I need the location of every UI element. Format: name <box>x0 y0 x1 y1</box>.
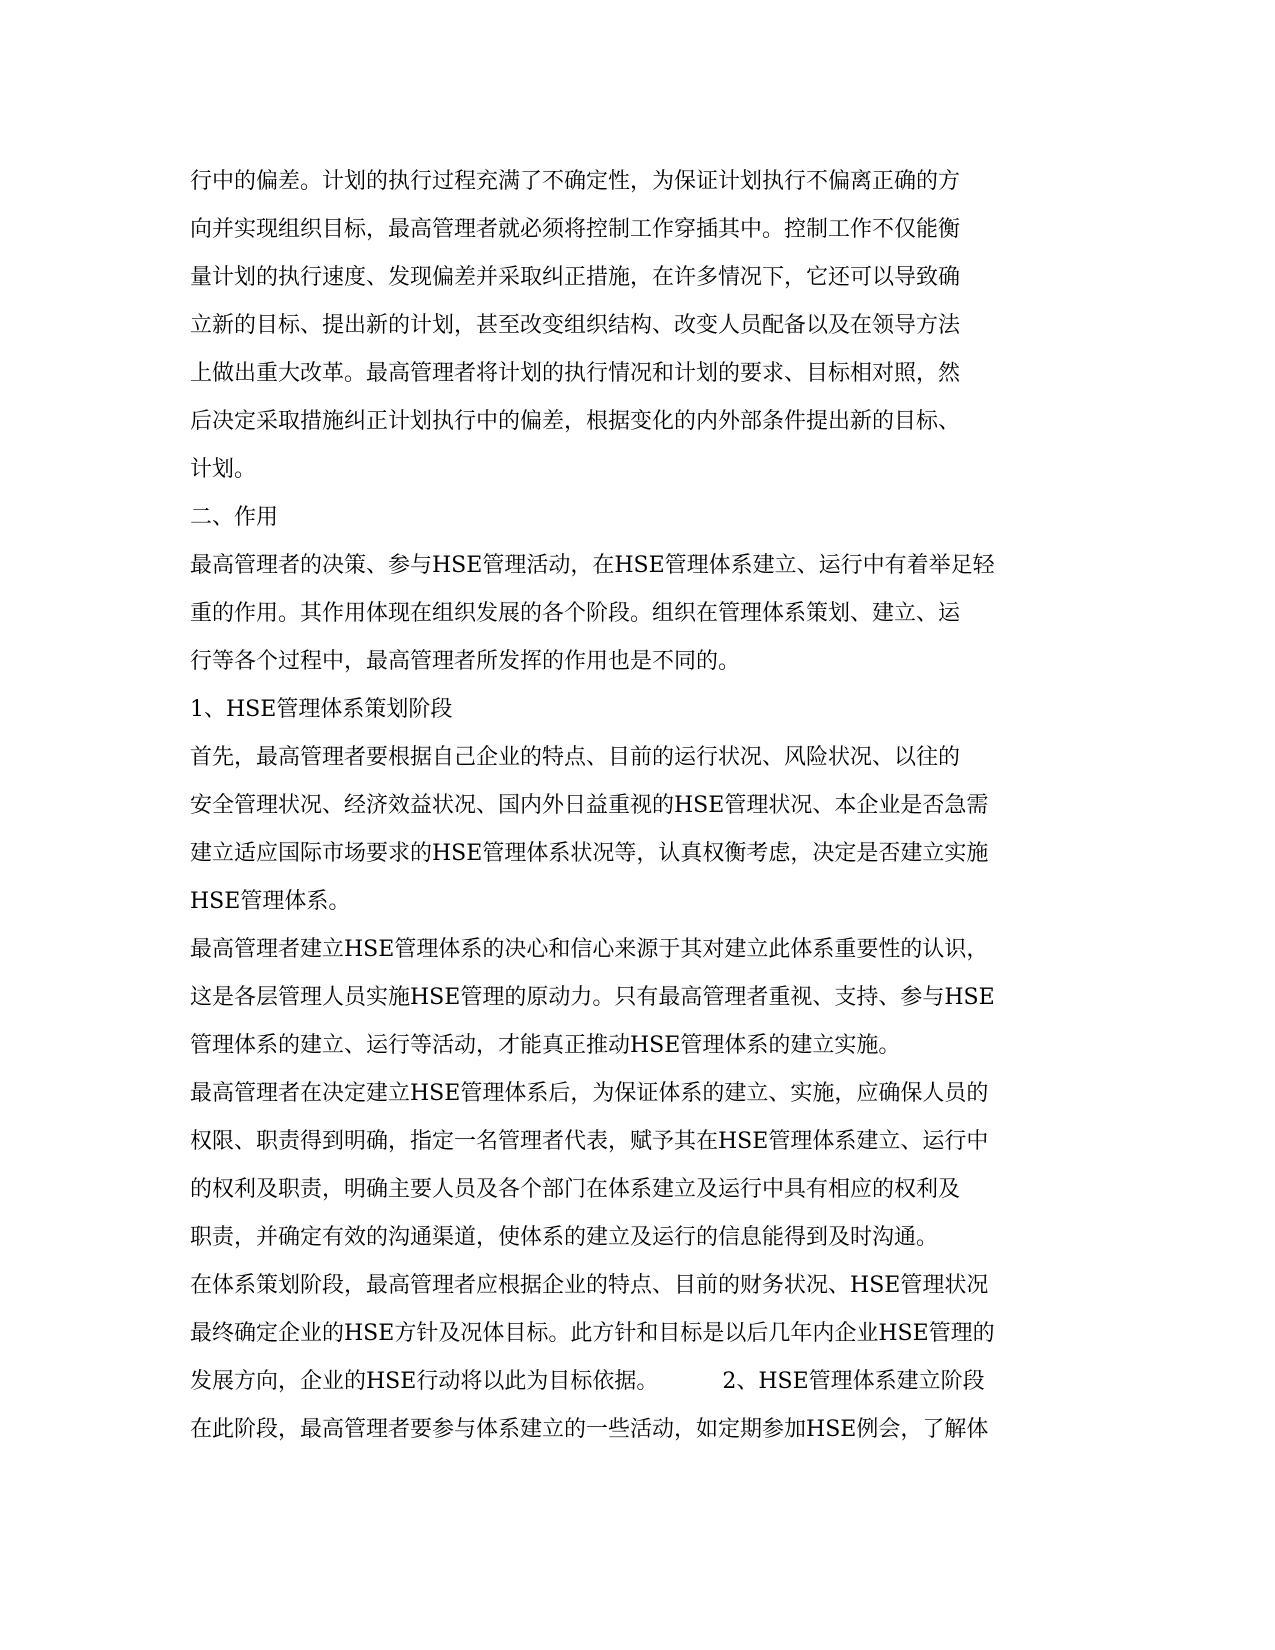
text-line: 管理体系的建立、运行等活动，才能真正推动HSE管理体系的建立实施。 <box>190 1033 901 1058</box>
subsection-heading: 2、HSE管理体系建立阶段 <box>722 1369 985 1394</box>
text-line: 首先，最高管理者要根据自己企业的特点、目前的运行状况、风险状况、以往的 <box>190 745 961 770</box>
text-line: 最高管理者在决定建立HSE管理体系后，为保证体系的建立、实施，应确保人员的 <box>190 1081 989 1106</box>
text-line: 安全管理状况、经济效益状况、国内外日益重视的HSE管理状况、本企业是否急需 <box>190 793 989 818</box>
text-line: 建立适应国际市场要求的HSE管理体系状况等，认真权衡考虑，决定是否建立实施 <box>190 841 989 866</box>
text-line: 向并实现组织目标，最高管理者就必须将控制工作穿插其中。控制工作不仅能衡 <box>190 217 961 242</box>
text-line: 计划。 <box>190 457 257 482</box>
text-line: 在体系策划阶段，最高管理者应根据企业的特点、目前的财务状况、HSE管理状况 <box>190 1273 989 1298</box>
text-line: 行中的偏差。计划的执行过程充满了不确定性，为保证计划执行不偏离正确的方 <box>190 169 961 194</box>
document-body <box>190 158 1070 1454</box>
text-line: 在此阶段，最高管理者要参与体系建立的一些活动，如定期参加HSE例会，了解体 <box>190 1417 989 1442</box>
text-line: 立新的目标、提出新的计划，甚至改变组织结构、改变人员配备以及在领导方法 <box>190 313 961 338</box>
text-line: 最终确定企业的HSE方针及况体目标。此方针和目标是以后几年内企业HSE管理的 <box>190 1321 995 1346</box>
text-line: HSE管理体系。 <box>190 889 351 914</box>
text-line: 上做出重大改革。最高管理者将计划的执行情况和计划的要求、目标相对照，然 <box>190 361 961 386</box>
text-line: 最高管理者建立HSE管理体系的决心和信心来源于其对建立此体系重要性的认识， <box>190 937 989 962</box>
text-line: 职责，并确定有效的沟通渠道，使体系的建立及运行的信息能得到及时沟通。 <box>190 1225 939 1250</box>
text-line: 量计划的执行速度、发现偏差并采取纠正措施，在许多情况下，它还可以导致确 <box>190 265 961 290</box>
subsection-heading: 1、HSE管理体系策划阶段 <box>190 697 453 722</box>
text-line: 后决定采取措施纠正计划执行中的偏差，根据变化的内外部条件提出新的目标、 <box>190 409 961 434</box>
text-line: 权限、职责得到明确，指定一名管理者代表，赋予其在HSE管理体系建立、运行中 <box>190 1129 989 1154</box>
text-line: 这是各层管理人员实施HSE管理的原动力。只有最高管理者重视、支持、参与HSE <box>190 985 995 1010</box>
text-line: 最高管理者的决策、参与HSE管理活动，在HSE管理体系建立、运行中有着举足轻 <box>190 553 995 578</box>
section-heading: 二、作用 <box>190 505 279 530</box>
text-line: 的权利及职责，明确主要人员及各个部门在体系建立及运行中具有相应的权利及 <box>190 1177 961 1202</box>
text-line-with-heading <box>190 1358 1070 1406</box>
text-line: 行等各个过程中，最高管理者所发挥的作用也是不同的。 <box>190 649 741 674</box>
text-line: 重的作用。其作用体现在组织发展的各个阶段。组织在管理体系策划、建立、运 <box>190 601 961 626</box>
text-segment: 发展方向，企业的HSE行动将以此为目标依据。 <box>190 1369 659 1394</box>
